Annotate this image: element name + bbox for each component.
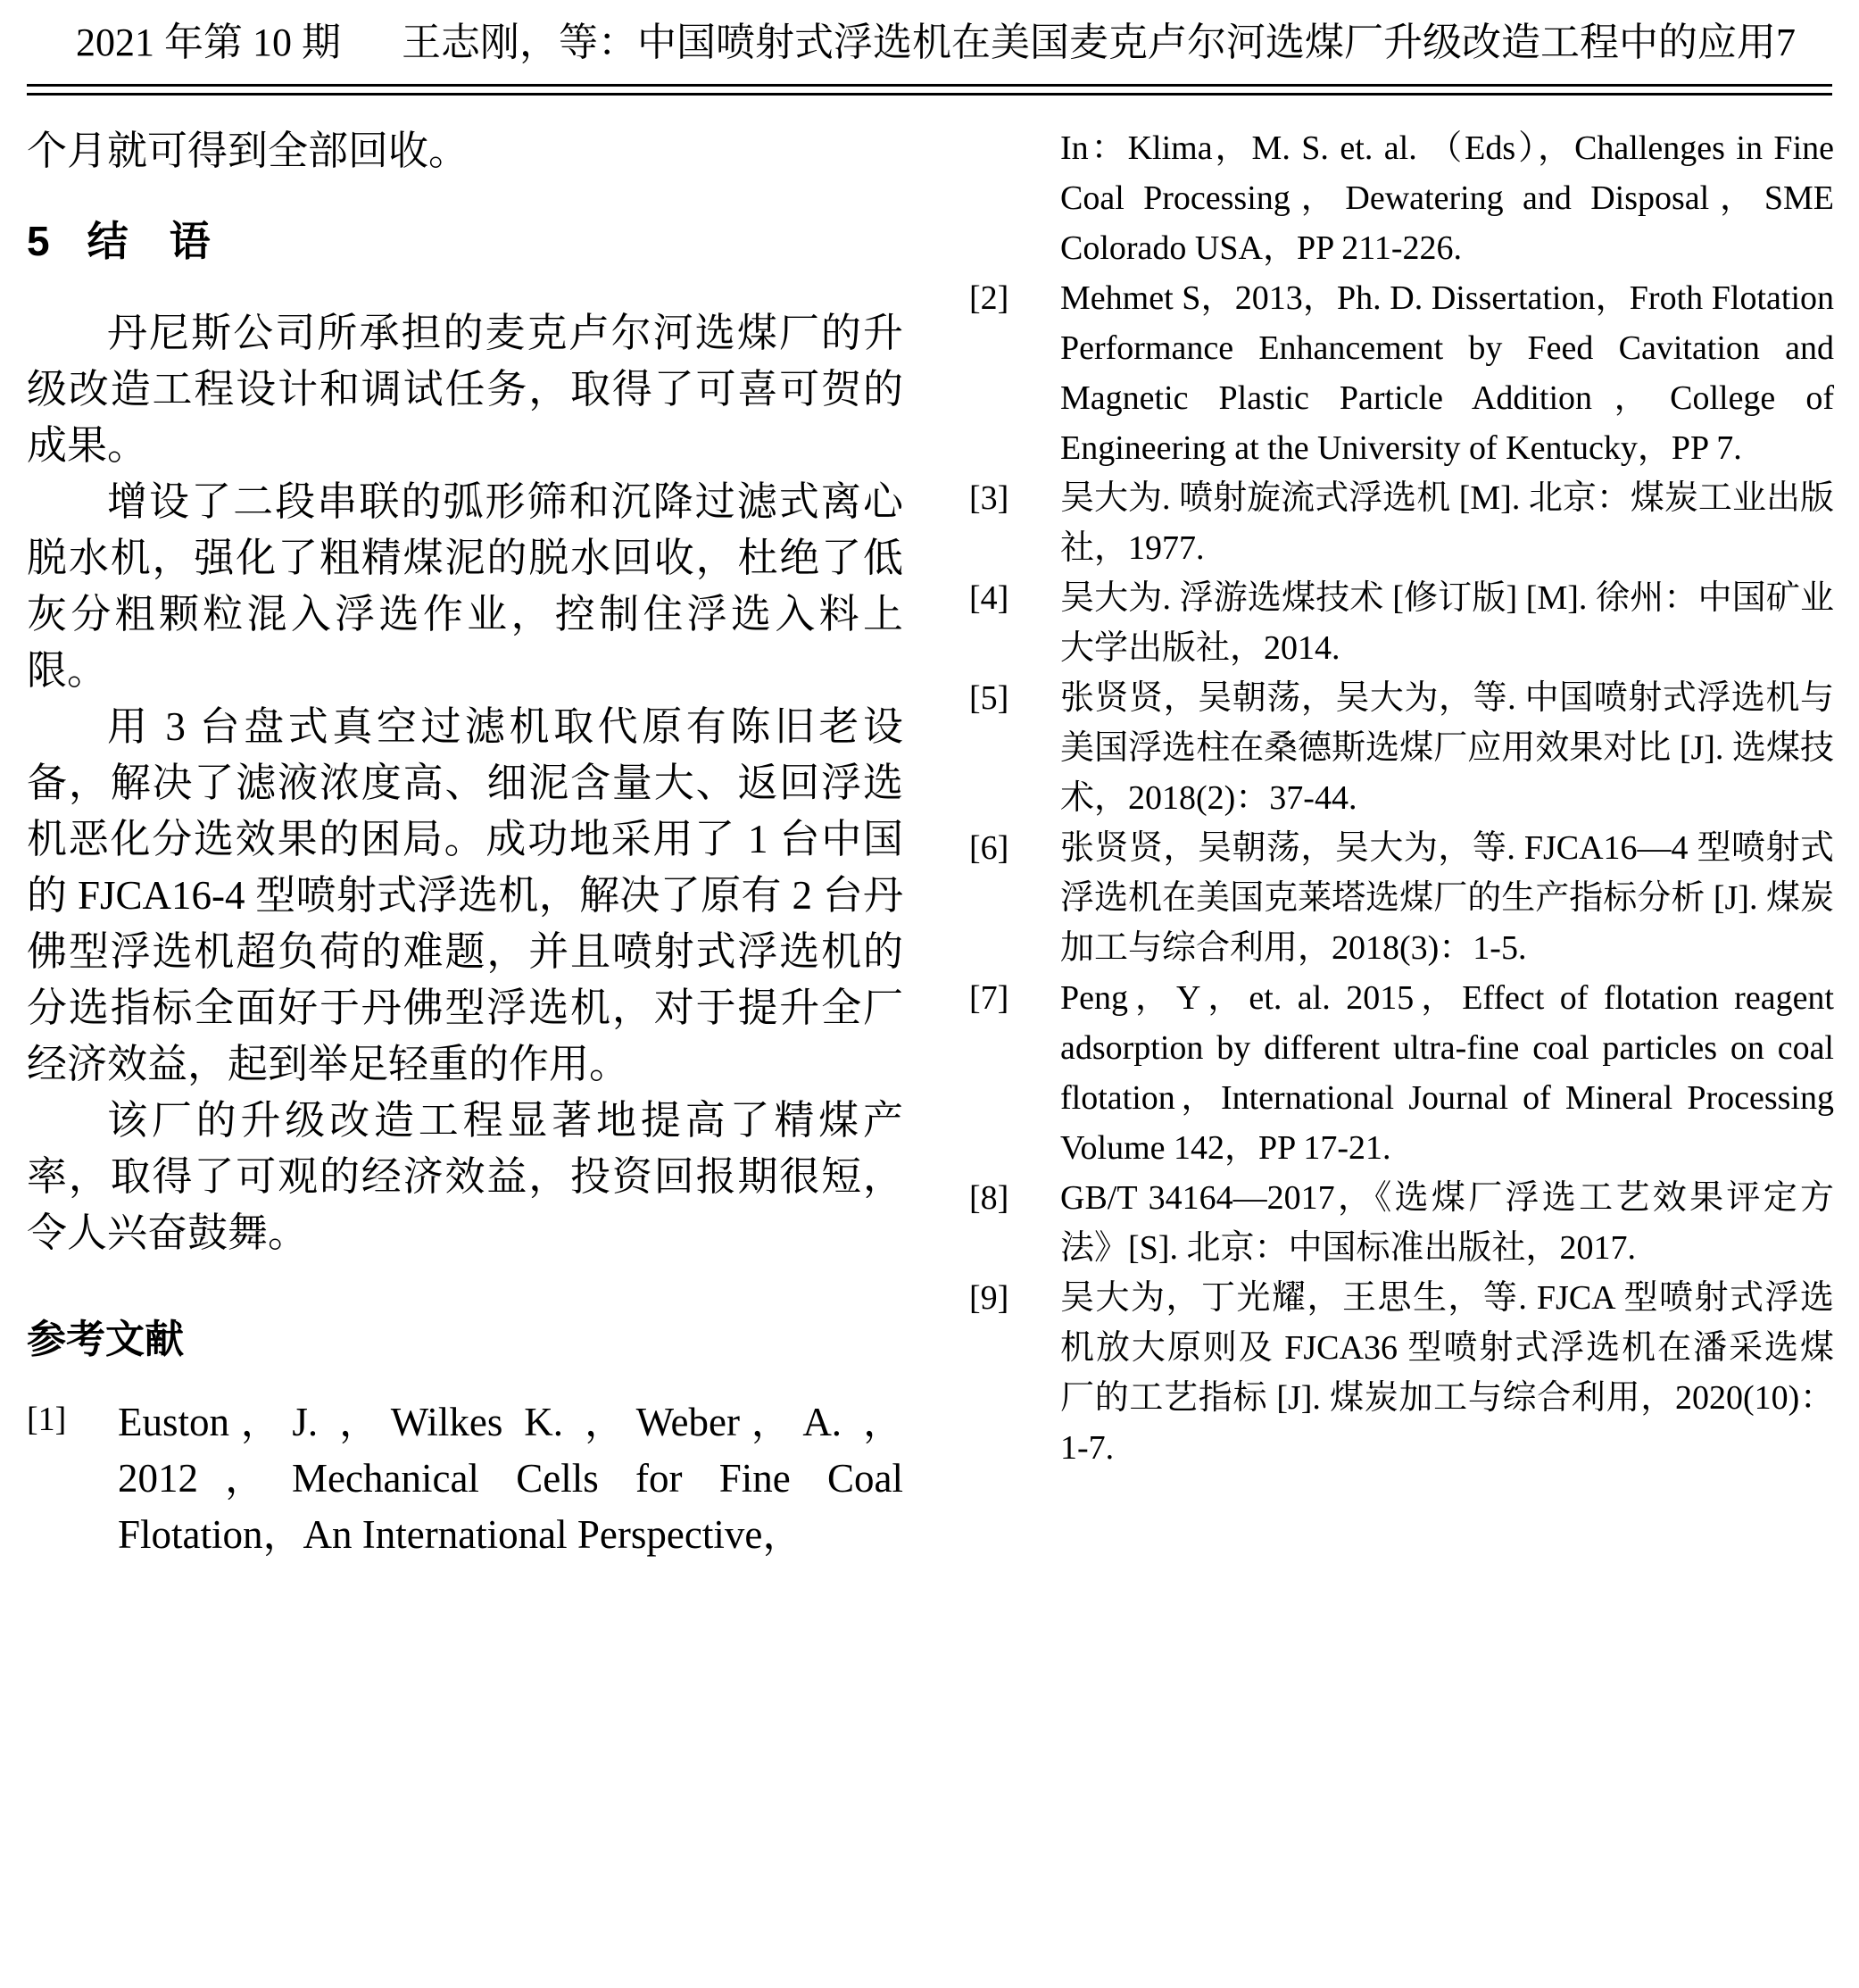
paragraph: 该厂的升级改造工程显著地提高了精煤产率，取得了可观的经济效益，投资回报期很短，令人兴奋鼓舞。 <box>27 1098 903 1255</box>
reference-text: 吴大为. 喷射旋流式浮选机 [M]. 北京：煤炭工业出版社，1977. <box>1060 479 1834 567</box>
running-title: 王志刚，等：中国喷射式浮选机在美国麦克卢尔河选煤厂升级改造工程中的应用 <box>402 21 1776 64</box>
reference-text: Euston，J. ，Wilkes K. ，Weber，A. ，2012，Mechanical Cells for Fine Coal Flotation，An International Perspective， <box>118 1400 903 1557</box>
reference-label: [1] <box>27 1401 67 1438</box>
reference-item <box>969 273 1834 473</box>
header-double-rule <box>27 84 1832 96</box>
reference-text: Mehmet S，2013，Ph. D. Dissertation，Froth Flotation Performance Enhancement by Feed Cavitation and Magnetic Plastic Particle Addition，College of Engineering at the University of Kentucky，PP 7. <box>1060 279 1834 467</box>
carryover-paragraph: 个月就可得到全部回收。 <box>27 129 469 173</box>
reference-item <box>969 573 1834 673</box>
reference-text: 吴大为. 浮游选煤技术 [修订版] [M]. 徐州：中国矿业大学出版社，2014. <box>1060 579 1834 667</box>
reference-text: 张贤贤，吴朝荡，吴大为，等. 中国喷射式浮选机与美国浮选柱在桑德斯选煤厂应用效果对比 [J]. 选煤技术，2018(2)：37-44. <box>1060 679 1834 817</box>
page-number: 7 <box>1776 21 1796 64</box>
section-number: 5 <box>27 218 50 264</box>
left-column <box>27 123 903 1563</box>
paragraph: 用 3 台盘式真空过滤机取代原有陈旧老设备，解决了滤液浓度高、细泥含量大、返回浮选机恶化分选效果的困局。成功地采用了 1 台中国的 FJCA16-4 型喷射式浮选机，解决了原有 2 台丹佛型浮选机超负荷的难题，并且喷射式浮选机的分选指标全面好于丹佛型浮选机，对于提升全厂经济效益，起到举足轻重的作用。 <box>27 704 903 1086</box>
reference-label: [8] <box>969 1179 1009 1217</box>
right-column <box>969 123 1834 1473</box>
reference-label: [6] <box>969 829 1009 867</box>
issue-label: 2021 年第 10 期 <box>76 21 341 64</box>
reference-item <box>27 1394 903 1563</box>
section-title: 结 语 <box>87 218 211 264</box>
reference-text: GB/T 34164—2017，《选煤厂浮选工艺效果评定方法》[S]. 北京：中国标准出版社，2017. <box>1060 1179 1834 1267</box>
running-header <box>27 16 1832 70</box>
reference-label: [4] <box>969 579 1009 617</box>
reference-label: [9] <box>969 1279 1009 1317</box>
reference-continuation: In：Klima，M. S. et. al. （Eds），Challenges in Fine Coal Processing，Dewatering and Disposal，SME Colorado USA，PP 211-226. <box>1060 129 1834 267</box>
reference-label: [2] <box>969 279 1009 317</box>
reference-label: [5] <box>969 679 1009 717</box>
paragraph: 丹尼斯公司所承担的麦克卢尔河选煤厂的升级改造工程设计和调试任务，取得了可喜可贺的成果。 <box>27 311 903 468</box>
reference-item <box>969 1273 1834 1473</box>
reference-item <box>969 673 1834 823</box>
reference-text: 张贤贤，吴朝荡，吴大为，等. FJCA16—4 型喷射式浮选机在美国克莱塔选煤厂的生产指标分析 [J]. 煤炭加工与综合利用，2018(3)：1-5. <box>1060 829 1834 967</box>
reference-text: Peng，Y，et. al. 2015，Effect of flotation reagent adsorption by different ultra-fine coal particles on coal flotation，International Journal of Mineral Processing Volume 142，PP 17-21. <box>1060 979 1834 1167</box>
section-heading <box>27 213 903 270</box>
reference-label: [7] <box>969 979 1009 1017</box>
reference-item <box>969 473 1834 573</box>
reference-label: [3] <box>969 479 1009 517</box>
paragraph: 增设了二段串联的弧形筛和沉降过滤式离心脱水机，强化了粗精煤泥的脱水回收，杜绝了低灰分粗颗粒混入浮选作业，控制住浮选入料上限。 <box>27 479 903 693</box>
reference-item <box>969 1173 1834 1273</box>
reference-text: 吴大为，丁光耀，王思生，等. FJCA 型喷射式浮选机放大原则及 FJCA36 型喷射式浮选机在潘采选煤厂的工艺指标 [J]. 煤炭加工与综合利用，2020(10)：1-7. <box>1060 1279 1834 1467</box>
references-heading: 参考文献 <box>27 1318 184 1361</box>
reference-item <box>969 973 1834 1173</box>
reference-item <box>969 823 1834 973</box>
